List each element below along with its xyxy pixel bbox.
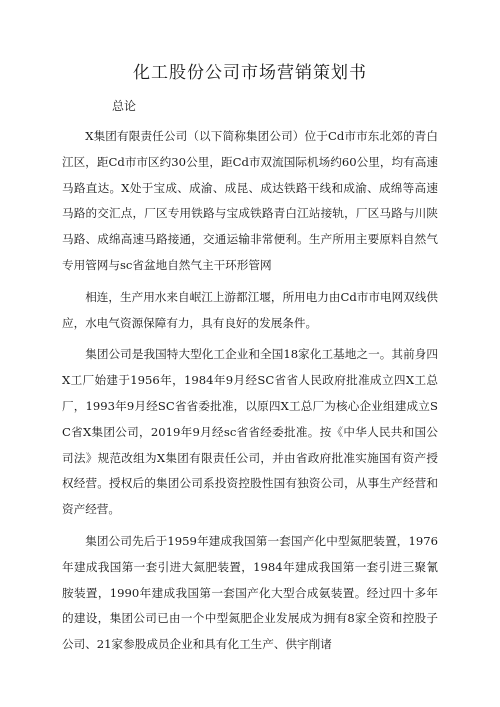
paragraph-resources: 相连，生产用水来自岷江上游都江堰，所用电力由Cd市市电网双线供应，水电气资源保障有力，具有良好的发展条件。 [62,289,438,330]
document-title: 化工股份公司市场营销策划书 [133,63,367,83]
paragraph-history: 集团公司是我国特大型化工企业和全国18家化工基地之一。其前身四X工厂始建于1956年，1984年9月经SC省省人民政府批准成立四X工总厂，1993年9月经SC省省委批准，以原四X工总厂为核心企业组建成立SC省X集团公司，2019年9月经sc省省经委批准。按《中华人民共和国公司法》规范改组为X集团有限责任公司，并由省政府批准实施国有资产授权经营。授权后的集团公司系投资控股性国有独资公司，从事生产经营和资产经营。 [62,347,438,517]
paragraph-development: 集团公司先后于1959年建成我国第一套国产化中型氮肥装置，1976年建成我国第一套引进大氮肥装置，1984年建成我国第一套引进三聚氰胺装置，1990年建成我国第一套国产化大型合成氨装置。经过四十多年的建设，集团公司已由一个中型氮肥企业发展成为拥有8家全资和控股子公司、21家参股成员企业和具有化工生产、供宇削诸 [62,533,438,652]
section-heading: 总论 [112,99,137,113]
paragraph-location: X集团有限责任公司（以下简称集团公司）位于Cd市市东北郊的青白江区，距Cd市市区约30公里，距Cd市双流国际机场约60公里，均有高速马路直达。X处于宝成、成渝、成昆、成达铁路干线和成渝、成绵等高速马路的交汇点，厂区专用铁路与宝成铁路青白江站接轨，厂区马路与川陕马路、成绵高速马路接通，交通运输非常便利。生产所用主要原料自然气专用管网与sc省盆地自然气主干环形管网 [62,129,438,272]
